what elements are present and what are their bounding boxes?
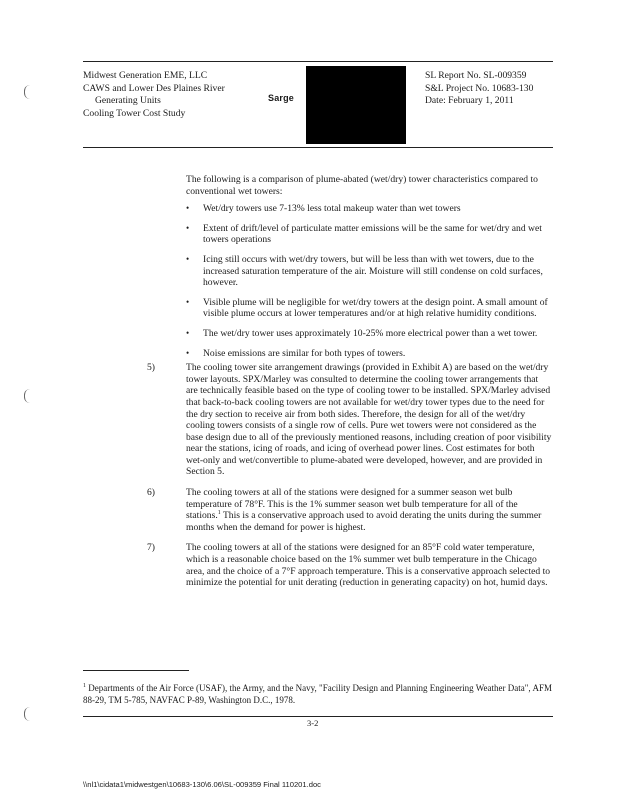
item-text: The cooling towers at all of the stations were designed for an 85°F cold water temperature, which is a reasonable choice based on the 1% summer wet bulb temperature in the Chicago area, and the choice of a 7°F approach temperature. This is a conservative approach selected to minimize the potential for unit derating (reduction in generating capacity) on hot, humid days. [186, 542, 551, 589]
item-text-part: This is a conservative approach used to avoid derating the units during the summer months when the demand for power is highest. [186, 510, 542, 533]
header-right [425, 70, 533, 108]
header-units: Generating Units [95, 95, 161, 106]
comparison-bullet-list [186, 203, 552, 359]
page-number: 3-2 [307, 718, 319, 728]
footnote-reference: 1 [217, 510, 221, 517]
bullet-item: • Visible plume will be negligible for wet/dry towers at the design point. A small amount of visible plume occurs at lower temperatures and/or at high relative humidity conditions. [186, 297, 552, 320]
intro-paragraph: The following is a comparison of plume-abated (wet/dry) tower characteristics compared to conventional wet towers: [186, 174, 538, 197]
body-text [147, 174, 552, 589]
footnote [83, 683, 553, 706]
numbered-item-5 [147, 362, 552, 478]
header-left [83, 70, 225, 120]
bullet-item: • The wet/dry tower uses approximately 10-25% more electrical power than a wet tower. [186, 328, 552, 340]
header-company: Midwest Generation EME, LLC [83, 70, 208, 81]
header-study: Cooling Tower Cost Study [83, 107, 186, 119]
company-logo-text: Sarge [268, 93, 295, 103]
footnote-marker: 1 [83, 683, 86, 689]
item-text-part: The cooling towers at all of the stations were designed for a summer season wet bulb temperature of 78°F. This is the 1% summer season wet bulb temperature for all of the stations. [186, 487, 518, 522]
header-top-rule [83, 61, 553, 62]
item-text [186, 487, 552, 533]
item-number: 7) [147, 542, 155, 554]
bullet-item: • Extent of drift/level of particulate matter emissions will be the same for wet/dry and wet towers operations [186, 223, 552, 246]
item-text: The cooling tower site arrangement drawings (provided in Exhibit A) are based on the wet/dry tower layouts. SPX/Marley was consulted to determine the cooling tower arrangements that are technically feasible based on the type of cooling tower to be installed. SPX/Marley advised that back-to-back cooling towers are not available for wet/dry tower types due to the need for the dry section to receive air from both sides. Therefore, the design for all of the wet/dry cooling towers consists of a single row of cells. Pure wet towers were not considered as the base design due to all of the previously mentioned reasons, including creation of poor visibility near the stations, icing of roads, and icing of overhead power lines. Cost estimates for both wet-only and wet/convertible to plume-abated were developed, however, and are provided in Section 5. [186, 362, 552, 478]
punch-hole-top [24, 85, 30, 99]
numbered-item-7 [147, 542, 552, 589]
footnote-text: Departments of the Air Force (USAF), the Army, and the Navy, "Facility Design and Planning Engineering Weather Data", AFM 88-29, TM 5-785, NAVFAC P-89, Washington D.C., 1978. [83, 683, 552, 705]
punch-hole-middle [24, 389, 30, 403]
footnote-rule [83, 670, 189, 671]
footer-rule [83, 716, 553, 717]
file-path: \\nl1\cidata1\midwestgen\10683-130\6.06\SL-009359 Final 110201.doc [83, 780, 321, 789]
numbered-item-6 [147, 487, 552, 533]
logo-redaction-block [306, 66, 406, 144]
bullet-item: • Wet/dry towers use 7-13% less total makeup water than wet towers [186, 203, 552, 215]
item-number: 5) [147, 362, 155, 374]
project-number: S&L Project No. 10683-130 [425, 82, 534, 94]
report-number: SL Report No. SL-009359 [425, 70, 527, 81]
report-date: Date: February 1, 2011 [425, 95, 514, 106]
bullet-item: • Noise emissions are similar for both types of towers. [186, 348, 552, 360]
header-bottom-rule [83, 147, 553, 148]
bullet-item: • Icing still occurs with wet/dry towers, but will be less than with wet towers, due to the increased saturation temperature of the air. Moisture will still condense on cold surfaces, however. [186, 254, 552, 289]
punch-hole-bottom [24, 707, 30, 721]
item-number: 6) [147, 487, 155, 499]
header-project: CAWS and Lower Des Plaines River [83, 82, 225, 94]
